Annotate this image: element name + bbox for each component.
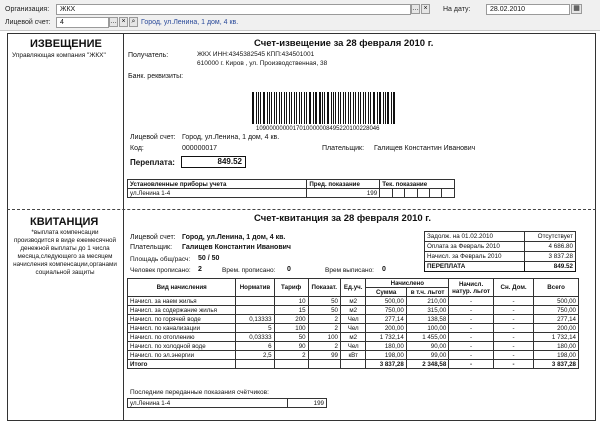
cell-reading: 50 (308, 306, 340, 315)
last-readings-label: Последние переданные показания счётчиков: (130, 389, 269, 396)
cell-natural: - (449, 297, 494, 306)
registered-value: 2 (198, 266, 202, 273)
total-cell-reduction: - (493, 360, 533, 369)
organization-select-button[interactable]: … (412, 5, 419, 12)
col-total: Всего (534, 279, 579, 297)
cell-tariff: 2 (274, 351, 308, 360)
meters-header: Установленные приборы учета (128, 180, 307, 189)
address-link[interactable]: Город, ул.Ленина, 1 дом, 4 кв. (141, 19, 239, 26)
cell-unit: м2 (340, 297, 365, 306)
last-meter-value: 199 (288, 399, 327, 408)
summary-label: Оплата за Февраль 2010 (425, 242, 525, 252)
total-cell-blank (274, 360, 308, 369)
meter-curr-digit[interactable] (430, 189, 442, 198)
cell-unit: Чел (340, 315, 365, 324)
cell-reading: 100 (308, 333, 340, 342)
cell-tariff: 90 (274, 342, 308, 351)
temp-registered-label: Врем. прописано: (222, 267, 276, 274)
cell-name: Начисл. по эл.энергии (128, 351, 236, 360)
date-label: На дату: (443, 6, 471, 13)
cell-sum: 1 732,14 (366, 333, 406, 342)
cell-total: 200,00 (534, 324, 579, 333)
cell-sum: 198,00 (366, 351, 406, 360)
cell-benefits: 1 455,00 (406, 333, 448, 342)
summary-value: Отсутствует (525, 232, 576, 242)
organization-clear-icon[interactable]: × (421, 4, 430, 14)
summary-overpay-label: ПЕРЕПЛАТА (425, 262, 525, 272)
code-label: Код: (130, 145, 144, 152)
col-unit: Ед.уч. (340, 279, 365, 297)
cell-unit: м2 (340, 333, 365, 342)
cell-name: Начисл. по горячей воде (128, 315, 236, 324)
col-reduction: Сн. Дом. (493, 279, 533, 297)
table-row (128, 306, 579, 315)
cell-sum: 500,00 (366, 297, 406, 306)
meter-prev-value: 199 (307, 189, 380, 198)
registered-label: Человек прописано: (130, 267, 191, 274)
notice-title: Счет-извещение за 28 февраля 2010 г. (254, 38, 434, 49)
notice-side-title: ИЗВЕЩЕНИЕ (30, 38, 102, 50)
table-row (128, 324, 579, 333)
meter-curr-digit[interactable] (417, 189, 429, 198)
meter-curr-digit[interactable] (405, 189, 417, 198)
cell-tariff: 50 (274, 333, 308, 342)
col-norm: Норматив (236, 279, 274, 297)
cell-tariff: 200 (274, 315, 308, 324)
cell-name: Начисл. по холодной воде (128, 342, 236, 351)
cell-reduction: - (493, 351, 533, 360)
cell-reduction: - (493, 315, 533, 324)
temp-out-value: 0 (382, 266, 386, 273)
receipt-payer-value: Галищев Константин Иванович (182, 244, 291, 251)
total-cell-blank (236, 360, 274, 369)
cell-natural: - (449, 342, 494, 351)
table-row (128, 333, 579, 342)
total-cell-benefits: 2 348,58 (406, 360, 448, 369)
total-cell-blank (340, 360, 365, 369)
cell-reduction: - (493, 306, 533, 315)
cell-name: Начисл. за содержание жилья (128, 306, 236, 315)
cell-natural: - (449, 324, 494, 333)
cell-sum: 277,14 (366, 315, 406, 324)
overpay-label: Переплата: (130, 158, 175, 167)
meters-table (127, 179, 455, 198)
recipient-label: Получатель: (128, 52, 169, 59)
cut-line (7, 209, 596, 210)
notice-account-label: Лицевой счет: (130, 134, 176, 141)
col-reading: Показат. (308, 279, 340, 297)
cell-name: Начисл. за наем жилья (128, 297, 236, 306)
cell-natural: - (449, 351, 494, 360)
meter-curr-digit[interactable] (380, 189, 392, 198)
cell-unit: м2 (340, 306, 365, 315)
code-value: 000000017 (182, 145, 218, 152)
date-field[interactable]: 28.02.2010 (486, 4, 570, 15)
cell-reading: 50 (308, 297, 340, 306)
cell-norm (236, 306, 274, 315)
cell-tariff: 15 (274, 306, 308, 315)
bank-details-label: Банк. реквизиты: (128, 73, 184, 80)
cell-reduction: - (493, 342, 533, 351)
summary-label: Начисл. за Февраль 2010 (425, 252, 525, 262)
cell-norm: 5 (236, 324, 274, 333)
cell-benefits: 90,00 (406, 342, 448, 351)
table-row (128, 342, 579, 351)
col-tariff: Тариф (274, 279, 308, 297)
cell-unit: кВт (340, 351, 365, 360)
cell-total: 277,14 (534, 315, 579, 324)
temp-out-label: Врем выписано: (325, 267, 374, 274)
cell-total: 180,00 (534, 342, 579, 351)
col-kind: Вид начисления (128, 279, 236, 297)
calendar-icon[interactable]: ▦ (571, 4, 582, 14)
receipt-account-value: Город, ул.Ленина, 1 дом, 4 кв. (182, 234, 286, 241)
cell-reduction: - (493, 333, 533, 342)
cell-reading: 2 (308, 342, 340, 351)
recipient-line2: 610000 г. Киров , ул. Производственная, 38 (197, 60, 328, 67)
barcode (250, 92, 400, 126)
summary-label: Задолж. на 01.02.2010 (425, 232, 525, 242)
cell-benefits: 315,00 (406, 306, 448, 315)
cell-norm: 6 (236, 342, 274, 351)
cell-reading: 2 (308, 324, 340, 333)
account-label: Лицевой счет: (5, 19, 51, 26)
cell-sum: 750,00 (366, 306, 406, 315)
total-cell-name: Итого (128, 360, 236, 369)
last-readings-table (127, 398, 327, 408)
cell-benefits: 138,58 (406, 315, 448, 324)
area-label: Площадь общ/расч: (130, 256, 191, 263)
cell-norm: 2,5 (236, 351, 274, 360)
table-row (128, 315, 579, 324)
account-search-icon[interactable]: ⌕ (129, 17, 138, 27)
cell-total: 500,00 (534, 297, 579, 306)
cell-total: 750,00 (534, 306, 579, 315)
col-natural: Начисл. натур. льгот (449, 279, 494, 297)
sheet-divider-vertical (123, 33, 124, 421)
cell-tariff: 100 (274, 324, 308, 333)
cell-benefits: 100,00 (406, 324, 448, 333)
total-cell-sum: 3 837,28 (366, 360, 406, 369)
account-clear-icon[interactable]: × (119, 17, 128, 27)
cell-reduction: - (493, 297, 533, 306)
cell-sum: 200,00 (366, 324, 406, 333)
summary-overpay-value: 849.52 (525, 262, 576, 272)
summary-value: 3 837.28 (525, 252, 576, 262)
account-select-button[interactable]: … (110, 18, 117, 25)
cell-natural: - (449, 315, 494, 324)
total-cell-total: 3 837,28 (534, 360, 579, 369)
meter-name: ул.Ленина 1-4 (128, 189, 307, 198)
organization-label: Организация: (5, 6, 50, 13)
cell-unit: Чел (340, 324, 365, 333)
col-sum: Сумма (366, 288, 406, 297)
cell-norm (236, 297, 274, 306)
organization-field[interactable]: ЖКХ (56, 4, 411, 15)
last-meter-name: ул.Ленина 1-4 (128, 399, 288, 408)
cell-name: Начисл. по канализации (128, 324, 236, 333)
total-cell-natural: - (449, 360, 494, 369)
cell-reduction: - (493, 324, 533, 333)
receipt-side-note: *выплата компенсации производится в виде ежемесячной денежной выплаты до 1 числа месяца,следующего за месяцем начисления компенсации,органами социальной защиты (13, 229, 117, 276)
temp-registered-value: 0 (287, 266, 291, 273)
recipient-line1: ЖКХ ИНН:4345382545 КПП:434501001 (197, 51, 315, 58)
meter-curr-digit[interactable] (442, 189, 455, 198)
notice-account-value: Город, ул.Ленина, 1 дом, 4 кв. (182, 134, 280, 141)
receipt-side-title: КВИТАНЦИЯ (30, 216, 99, 228)
cell-reading: 2 (308, 315, 340, 324)
barcode-number: 1090000000017010000008495220100228046 (256, 126, 380, 132)
cell-reading: 99 (308, 351, 340, 360)
cell-sum: 180,00 (366, 342, 406, 351)
col-benefits: в т.ч. льгот (406, 288, 448, 297)
cell-norm: 0,13333 (236, 315, 274, 324)
notice-payer-label: Плательщик: (322, 145, 365, 152)
total-row (128, 360, 579, 369)
meter-curr-digit[interactable] (392, 189, 404, 198)
col-accrued: Начислено (366, 279, 449, 288)
cell-norm: 0,03333 (236, 333, 274, 342)
cell-benefits: 210,00 (406, 297, 448, 306)
total-cell-blank (308, 360, 340, 369)
receipt-payer-label: Плательщик: (130, 244, 173, 251)
curr-reading-header: Тек. показание (380, 180, 455, 189)
area-value: 50 / 50 (198, 255, 220, 262)
cell-benefits: 99,00 (406, 351, 448, 360)
table-row (128, 297, 579, 306)
cell-total: 198,00 (534, 351, 579, 360)
cell-unit: Чел (340, 342, 365, 351)
cell-total: 1 732,14 (534, 333, 579, 342)
balance-summary (424, 231, 576, 272)
prev-reading-header: Пред. показание (307, 180, 380, 189)
charges-table (127, 278, 579, 369)
notice-side-org: Управляющая компания "ЖКХ" (12, 52, 106, 59)
receipt-account-label: Лицевой счет: (130, 234, 176, 241)
cell-name: Начисл. по отоплению (128, 333, 236, 342)
receipt-title: Счет-квитанция за 28 февраля 2010 г. (254, 213, 431, 224)
table-row (128, 351, 579, 360)
cell-tariff: 10 (274, 297, 308, 306)
notice-payer-value: Галищев Константин Иванович (374, 145, 476, 152)
account-field[interactable]: 4 (56, 17, 109, 28)
overpay-value: 849.52 (181, 156, 246, 168)
cell-natural: - (449, 333, 494, 342)
summary-value: 4 686.80 (525, 242, 576, 252)
cell-natural: - (449, 306, 494, 315)
